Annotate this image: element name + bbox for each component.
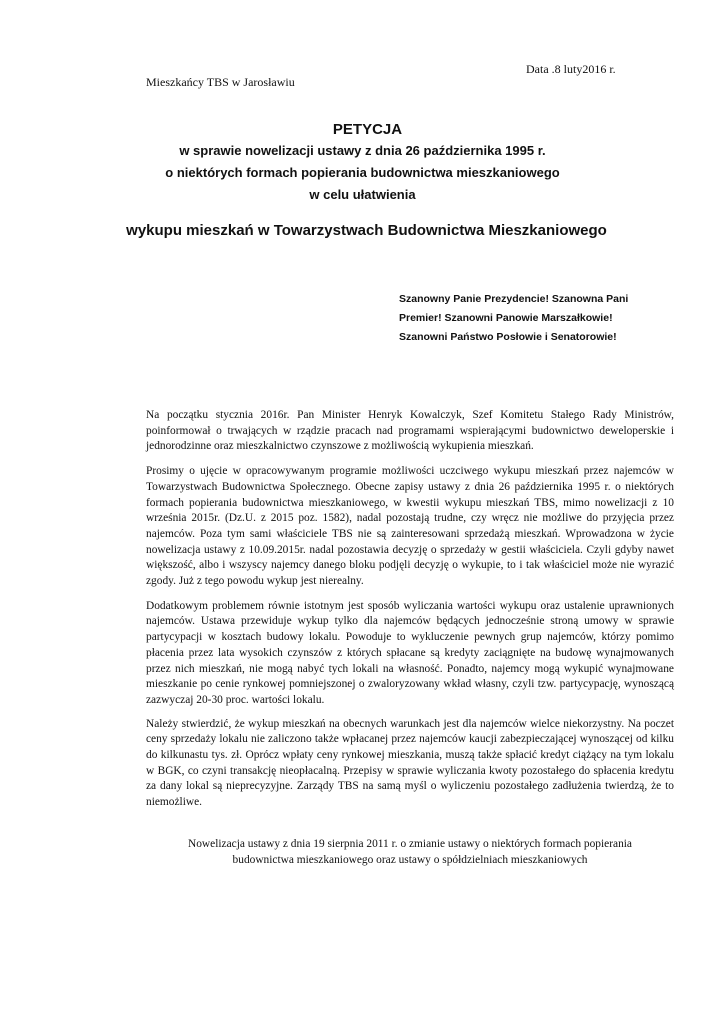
salutation-line-1: Szanowny Panie Prezydencie! Szanowna Pani [399,293,629,305]
salutation-line-3: Szanowni Państwo Posłowie i Senatorowie! [399,331,617,343]
title-line-3: w celu ułatwienia [309,187,416,202]
paragraph: Prosimy o ujęcie w opracowywanym programie możliwości uczciwego wykupu mieszkań przez najemców w Towarzystwach Budownictwa Społecznego. Obecne zapisy ustawy z dnia 26 października 1995 r. o niektórych formach popierania budownictwa mieszkaniowego, w kwestii wykupu mieszkań TBS, mimo nowelizacji z 10 września 2015r. (Dz.U. z 2015 poz. 1582), nadal pozostają trudne, czy wręcz nie możliwe do przyjęcia przez najemców. Poza tym sami właściciele TBS nie są zainteresowani sprzedażą mieszkań. Wprowadzona w życie nowelizacja ustawy z 10.09.2015r. nadal pozostawia decyzję o sprzedaży w gestii właściciela. Czyli gdyby nawet większość, albo i wszyscy najemcy danego bloku podjęli decyzję o wykupie, to i tak właściciel może nie wyrazić zgody. Już z tego powodu wykup jest nierealny. [146,465,674,588]
paragraph: Na początku stycznia 2016r. Pan Minister Henryk Kowalczyk, Szef Komitetu Stałego Rady Ministrów, poinformował o trwających w rządzie pracach nad programami wspierającymi budownictwo deweloperskie i jednorodzinne oraz mieszkalnictwo czynszowe z możliwością wykupienia mieszkań. [146,409,674,453]
title-block [0,120,725,206]
closing-line-2: budownictwa mieszkaniowego oraz ustawy o spółdzielniach mieszkaniowych [232,854,588,866]
salutation [399,290,639,347]
closing-line-1: Nowelizacja ustawy z dnia 19 sierpnia 2011 r. o zmianie ustawy o niektórych formach popierania [188,838,632,850]
paragraph: Dodatkowym problemem równie istotnym jest sposób wyliczania wartości wykupu oraz ustalenie uprawnionych najemców. Ustawa przewiduje wykup tylko dla najemców będących jednocześnie stroną umowy w sprawie partycypacji w kosztach budowy lokalu. Powoduje to wykluczenie pewnych grup najemców, którzy pomimo płacenia przez lata wysokich czynszów z których spłacane są kredyty zaciągnięte na budowę wynajmowanych przez nich mieszkań, nie mogą nabyć tych lokali na własność. Ponadto, najemcy mogą wykupić wynajmowane mieszkanie po cenie rynkowej pomniejszonej o zwaloryzowany wkład własny, czyli tzw. partycypację, wynoszącą zazwyczaj 20-30 proc. wartości lokalu. [146,599,674,706]
page-title: PETYCJA [332,121,403,138]
document-date: Data .8 luty2016 r. [526,62,616,76]
title-line-1: w sprawie nowelizacji ustawy z dnia 26 października 1995 r. [179,143,546,158]
salutation-line-2: Premier! Szanowni Panowie Marszałkowie! [399,312,613,324]
closing-note [146,836,674,868]
petition-body [146,408,674,820]
title-line-2: o niektórych formach popierania budownictwa mieszkaniowego [165,165,560,180]
title-line-4: wykupu mieszkań w Towarzystwach Budownictwa Mieszkaniowego [126,222,607,239]
sender-line: Mieszkańcy TBS w Jarosławiu [146,75,295,89]
paragraph: Należy stwierdzić, że wykup mieszkań na obecnych warunkach jest dla najemców wielce niekorzystny. Na poczet ceny sprzedaży lokalu nie zaliczono także wpłacanej przez najemców kaucji zabezpieczającej wynoszącej od kilku do kilkunastu tys. zł. Oprócz wpłaty ceny rynkowej mieszkania, muszą także spłacić kredyt ciążący na tym lokalu w BGK, co czyni transakcję nieopłacalną. Przepisy w sprawie wyliczania kwoty pozostałego do spłacenia kredytu za dany lokal są nieprecyzyjne. Zarządy TBS na samą myśl o wyliczeniu pozostałego zadłużenia twierdzą, że to niemożliwe. [146,717,674,809]
